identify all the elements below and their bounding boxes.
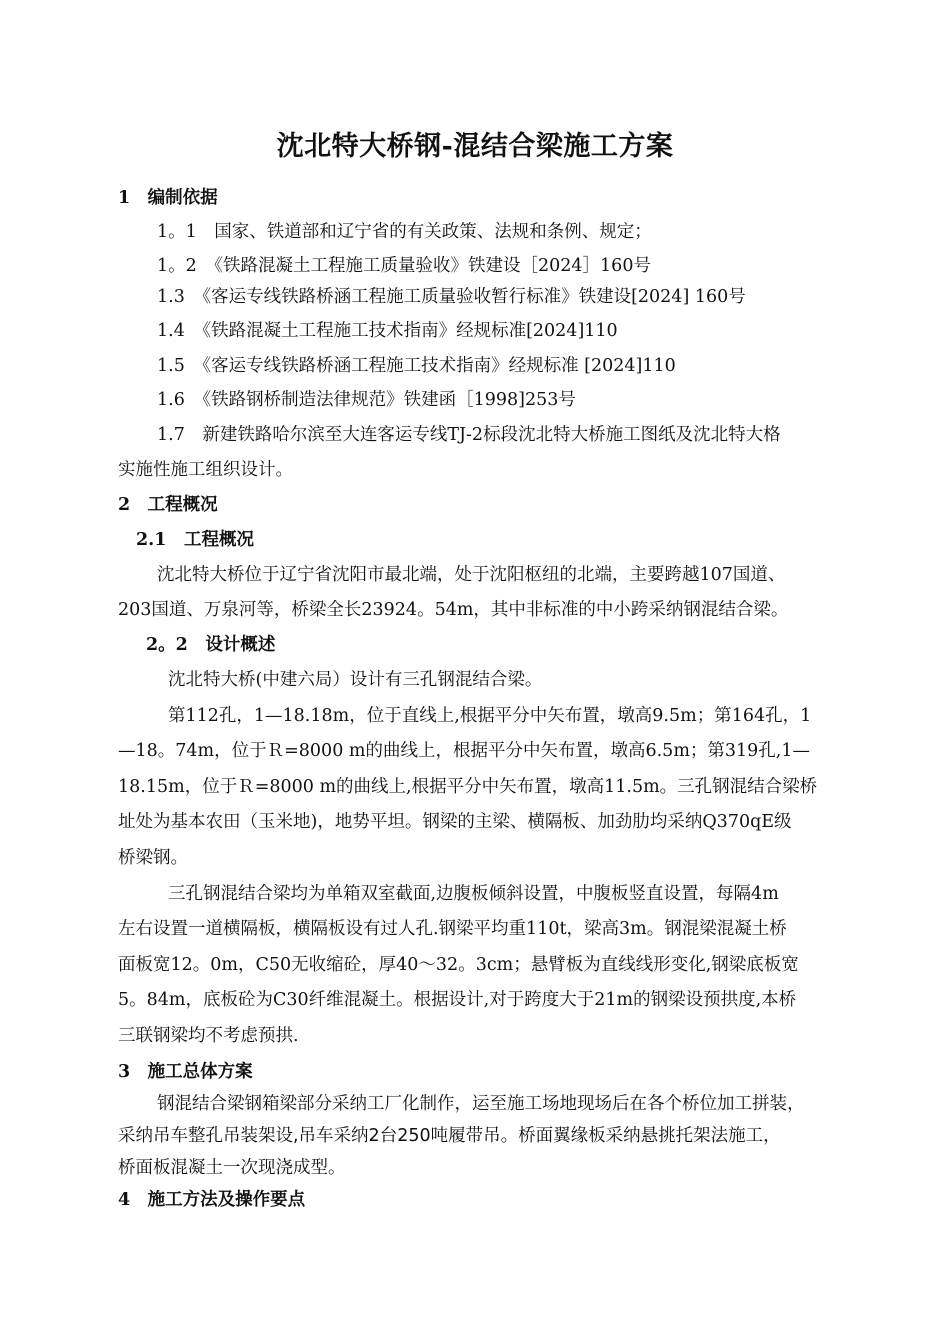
section-heading-4: 4 施工方法及操作要点 (118, 1190, 306, 1210)
list-item: 1.5 《客运专线铁路桥涵工程施工技术指南》经规标准 [2024]110 (157, 356, 676, 376)
paragraph-line: 5。84m，底板砼为C30纤维混凝土。根据设计,对于跨度大于21m的钢梁设预拱度,本桥 (118, 990, 797, 1010)
list-item: 1.6 《铁路钢桥制造法律规范》铁建函［1998]253号 (157, 390, 576, 410)
paragraph-line: 钢混结合梁钢箱梁部分采纳工厂化制作，运至施工场地现场后在各个桥位加工拼装， (157, 1094, 805, 1114)
list-item: 1。1 国家、铁道部和辽宁省的有关政策、法规和条例、规定； (157, 222, 652, 242)
paragraph-line: 面板宽12。0m，C50无收缩砼，厚40～32。3cm；悬臂板为直线线形变化,钢梁底板宽 (118, 955, 799, 975)
document-title: 沈北特大桥钢-混结合梁施工方案 (276, 131, 674, 162)
list-item: 1。2 《铁路混凝土工程施工质量验收》铁建设［2024］160号 (157, 256, 651, 276)
paragraph-line: 203国道、万泉河等，桥梁全长23924。54m，其中非标准的中小跨采纳钢混结合梁。 (118, 600, 789, 620)
list-item: 1.7 新建铁路哈尔滨至大连客运专线TJ-2标段沈北特大桥施工图纸及沈北特大格 (157, 425, 781, 445)
paragraph-line: 左右设置一道横隔板，横隔板设有过人孔.钢梁平均重110t，梁高3m。钢混梁混凝土桥 (118, 919, 787, 939)
subsection-heading-2-2: 2。2 设计概述 (146, 635, 276, 655)
section-heading-1: 1 编制依据 (118, 188, 218, 208)
paragraph-line: —18。74m，位于Ｒ=8000 m的曲线上，根据平分中矢布置，墩高6.5m；第319孔,1— (118, 741, 811, 761)
paragraph-line: 三联钢梁均不考虑预拱. (118, 1026, 299, 1046)
paragraph-line: 三孔钢混结合梁均为单箱双室截面,边腹板倾斜设置，中腹板竖直设置，每隔4m (168, 884, 779, 904)
paragraph-line: 沈北特大桥位于辽宁省沈阳市最北端，处于沈阳枢纽的北端，主要跨越107国道、 (157, 565, 786, 585)
list-item: 1.4 《铁路混凝土工程施工技术指南》经规标准[2024]110 (157, 321, 618, 341)
paragraph-line: 沈北特大桥(中建六局）设计有三孔钢混结合梁。 (168, 670, 543, 690)
paragraph-line: 采纳吊车整孔吊装架设,吊车采纳2台250吨履带吊。桥面翼缘板采纳悬挑托架法施工， (118, 1126, 781, 1146)
paragraph-line: 桥梁钢。 (118, 848, 188, 868)
paragraph-line: 18.15m，位于Ｒ=8000 m的曲线上,根据平分中矢布置，墩高11.5m。三孔钢混结合梁桥 (118, 777, 818, 797)
list-item: 1.3 《客运专线铁路桥涵工程施工质量验收暂行标准》铁建设[2024] 160号 (157, 287, 746, 307)
paragraph-line: 址处为基本农田（玉米地)，地势平坦。钢梁的主梁、横隔板、加劲肋均采纳Q370qE级 (118, 812, 792, 832)
section-heading-3: 3 施工总体方案 (118, 1062, 253, 1082)
section-heading-2: 2 工程概况 (118, 495, 218, 515)
subsection-heading-2-1: 2.1 工程概况 (136, 530, 254, 550)
paragraph-line: 第112孔，1—18.18m，位于直线上,根据平分中矢布置，墩高9.5m；第164孔，1 (168, 706, 812, 726)
paragraph-line: 桥面板混凝土一次现浇成型。 (118, 1158, 346, 1178)
list-item-continuation: 实施性施工组织设计。 (118, 460, 293, 480)
